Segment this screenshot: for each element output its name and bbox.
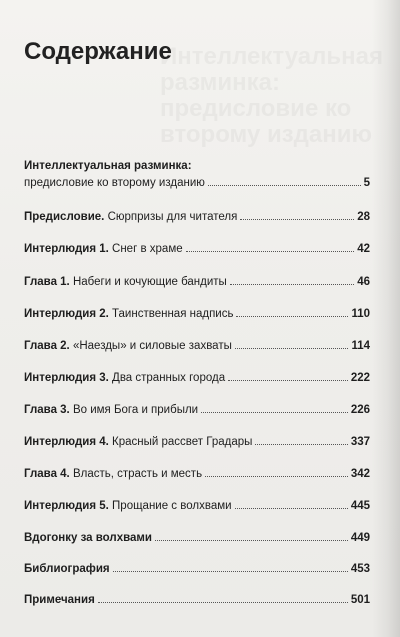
toc-page-number: 42 [357, 243, 370, 255]
toc-entry-heading: Интеллектуальная разминка: [24, 160, 192, 172]
toc-leader-dots [240, 219, 354, 220]
toc-entry-subtitle: Два странных города [112, 372, 226, 384]
toc-page-number: 449 [350, 532, 370, 544]
toc-leader-dots [228, 380, 348, 381]
toc-leader-dots [255, 444, 347, 445]
toc-entry-heading: Примечания [24, 594, 95, 606]
toc-entry-heading: Интерлюдия 3. [24, 372, 109, 384]
toc-entry-bibliography [24, 563, 370, 575]
toc-entry-subtitle: Таинственная надпись [112, 308, 234, 320]
toc-entry-heading: Интерлюдия 5. [24, 500, 109, 512]
toc-entry-subtitle: Сюрпризы для читателя [107, 211, 238, 223]
toc-entry-interlude-5 [24, 500, 370, 512]
toc-entry-preface [24, 211, 370, 223]
toc-page-number: 222 [350, 372, 370, 384]
toc-page-number: 46 [357, 276, 370, 288]
toc-entry-subtitle: «Наезды» и силовые захваты [72, 340, 232, 352]
toc-entry-interlude-4 [24, 436, 370, 448]
toc-page-number: 5 [363, 177, 370, 189]
toc-entry-interlude-3 [24, 372, 370, 384]
toc-page-number: 226 [350, 404, 370, 416]
toc-entry-heading: Предисловие. [24, 211, 105, 223]
toc-entry-subtitle: Во имя Бога и прибыли [72, 404, 199, 416]
toc-entry-heading: Библиография [24, 563, 110, 575]
toc-page-number: 453 [350, 563, 370, 575]
toc-entry-subtitle: Красный рассвет Градары [112, 436, 253, 448]
toc-leader-dots [230, 284, 354, 285]
toc-entry-notes [24, 594, 370, 606]
toc-leader-dots [186, 251, 355, 252]
toc-entry-heading: Глава 4. [24, 468, 70, 480]
toc-entry-heading: Интерлюдия 2. [24, 308, 109, 320]
page-title: Содержание [24, 38, 172, 65]
toc-leader-dots [208, 185, 361, 186]
toc-entry-heading: Глава 3. [24, 404, 70, 416]
toc-page-number: 342 [350, 468, 370, 480]
toc-entry-chapter-1 [24, 276, 370, 288]
toc-entry-chapter-4 [24, 468, 370, 480]
toc-entry-subtitle: Власть, страсть и месть [72, 468, 203, 480]
toc-page-number: 337 [350, 436, 370, 448]
bleed-through-text: Интеллектуальная разминка: предисловие ко второму изданию [160, 43, 383, 148]
toc-leader-dots [235, 348, 349, 349]
toc-page-number: 114 [351, 340, 370, 352]
toc-entry-subtitle: предисловие ко второму изданию [24, 177, 205, 189]
toc-entry-heading: Интерлюдия 4. [24, 436, 109, 448]
toc-entry-interlude-1 [24, 243, 370, 255]
toc-leader-dots [98, 602, 348, 603]
toc-entry-after-the-magi [24, 532, 370, 544]
toc-page-number: 501 [350, 594, 370, 606]
toc-entry-heading: Глава 1. [24, 276, 70, 288]
toc-entry-subtitle: Набеги и кочующие бандиты [72, 276, 227, 288]
toc-entry-heading: Вдогонку за волхвами [24, 532, 152, 544]
toc-leader-dots [236, 316, 348, 317]
toc-entry-subtitle: Прощание с волхвами [112, 500, 232, 512]
toc-entry-heading: Глава 2. [24, 340, 70, 352]
toc-entry-interlude-2 [24, 308, 370, 320]
toc-leader-dots [205, 476, 348, 477]
binding-shadow [372, 0, 400, 637]
toc-entry-subtitle: Снег в храме [112, 243, 183, 255]
toc-entry-preface-second-edition [24, 160, 370, 189]
toc-leader-dots [155, 540, 348, 541]
toc-leader-dots [201, 412, 348, 413]
toc-page-number: 110 [351, 308, 370, 320]
toc-entry-chapter-2 [24, 340, 370, 352]
toc-page-number: 445 [350, 500, 370, 512]
toc-entry-chapter-3 [24, 404, 370, 416]
toc-entry-heading: Интерлюдия 1. [24, 243, 109, 255]
toc-leader-dots [235, 508, 348, 509]
toc-leader-dots [113, 571, 348, 572]
toc-page-number: 28 [357, 211, 370, 223]
